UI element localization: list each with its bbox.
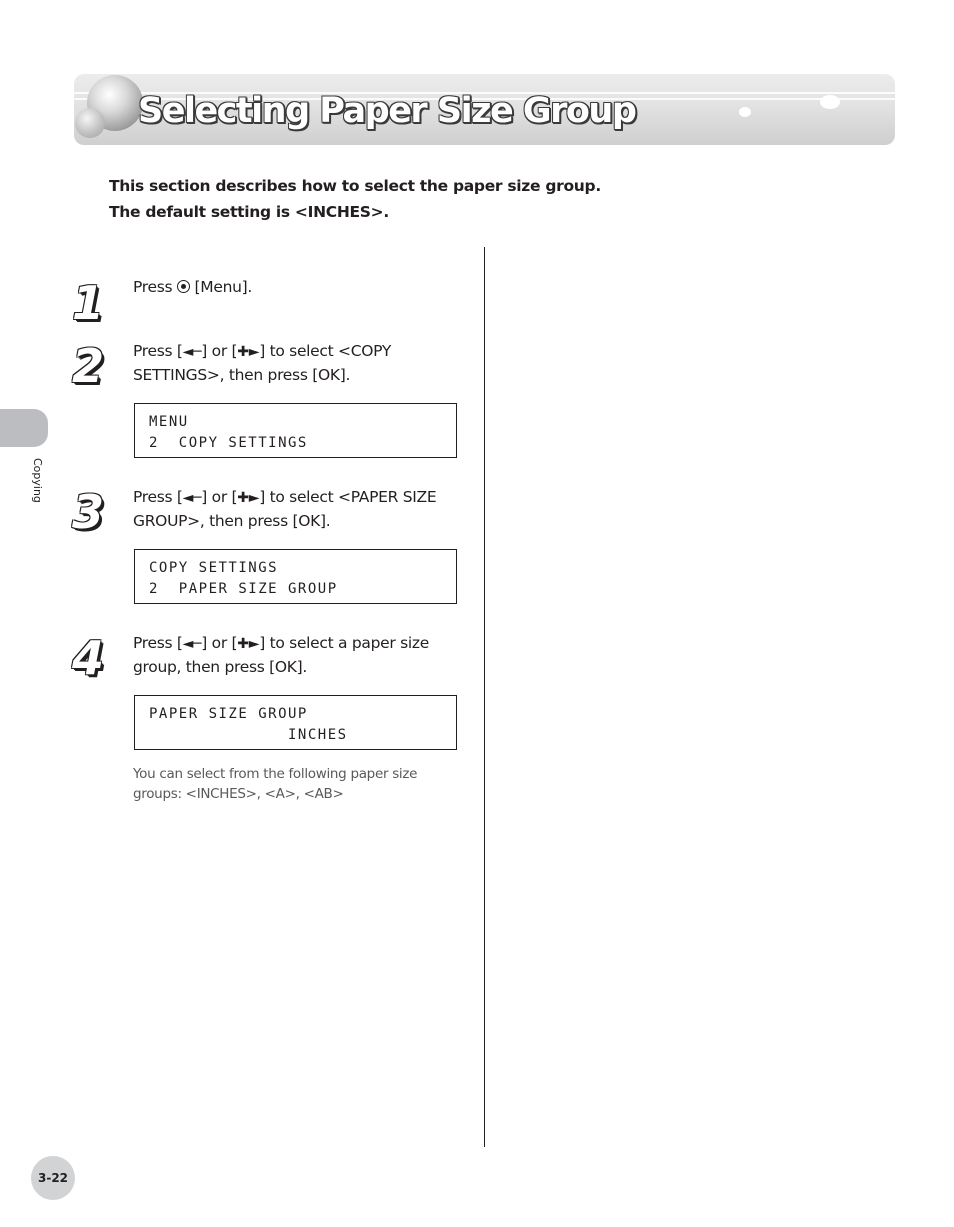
menu-icon [177, 280, 190, 293]
left-minus-key-icon: ◄─ [182, 344, 202, 360]
left-minus-key-icon: ◄─ [182, 490, 202, 506]
step-number: 2 [72, 339, 104, 393]
page-number: 3-22 [31, 1156, 75, 1200]
page-title: Selecting Paper Size Group [138, 91, 636, 131]
lcd-display [134, 695, 457, 750]
lcd-line: PAPER SIZE GROUP [149, 706, 308, 722]
intro-line: This section describes how to select the paper size group. [109, 177, 601, 195]
step-text: Press [ [133, 488, 183, 506]
lcd-line: COPY SETTINGS [149, 560, 279, 576]
lcd-line: 2 PAPER SIZE GROUP [149, 581, 338, 597]
step-text: ] or [ [201, 342, 238, 360]
step-text: ] to select a paper size group, then press [OK]. [133, 634, 429, 676]
lcd-display [134, 549, 457, 604]
lcd-line: INCHES [149, 727, 348, 743]
banner-dot [739, 107, 751, 117]
step-text: Press [133, 278, 177, 296]
left-minus-key-icon: ◄─ [182, 636, 202, 652]
chapter-tab [0, 409, 48, 447]
plus-right-key-icon: ✚► [237, 344, 260, 360]
step-text: Press [ [133, 342, 183, 360]
step-instruction [133, 340, 468, 387]
step-number: 4 [72, 631, 104, 685]
step-text: Press [ [133, 634, 183, 652]
step-text: ] to select <COPY SETTINGS>, then press [OK]. [133, 342, 392, 384]
step-text: [Menu]. [189, 278, 253, 296]
banner-dot [820, 95, 840, 109]
step-number: 1 [72, 276, 104, 330]
step-instruction [133, 276, 468, 299]
step-note: You can select from the following paper size groups: <INCHES>, <A>, <AB> [133, 766, 418, 802]
step-instruction [133, 486, 468, 533]
decorative-sphere-icon [75, 108, 105, 138]
plus-right-key-icon: ✚► [237, 636, 260, 652]
lcd-line: 2 COPY SETTINGS [149, 435, 308, 451]
plus-right-key-icon: ✚► [237, 490, 260, 506]
step-text: ] to select <PAPER SIZE GROUP>, then press [OK]. [133, 488, 437, 530]
step-text: ] or [ [201, 488, 238, 506]
step-text: ] or [ [201, 634, 238, 652]
step-instruction [133, 632, 468, 679]
step-number: 3 [72, 485, 104, 539]
intro-text [109, 173, 601, 225]
column-divider [484, 247, 485, 1147]
lcd-display [134, 403, 457, 458]
lcd-line: MENU [149, 414, 189, 430]
intro-line: The default setting is <INCHES>. [109, 203, 389, 221]
chapter-label: Copying [31, 458, 44, 503]
